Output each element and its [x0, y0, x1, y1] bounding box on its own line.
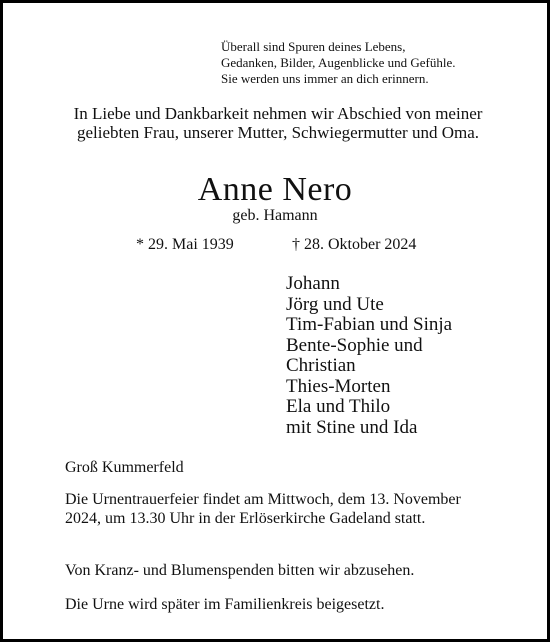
mourner-line: Bente-Sophie und [286, 334, 423, 356]
mourners-list [286, 274, 452, 438]
farewell-intro: In Liebe und Dankbarkeit nehmen wir Abschied von meiner geliebten Frau, unserer Mutter, Schwiegermutter und Oma. [73, 104, 483, 142]
poem-line: Sie werden uns immer an dich erinnern. [221, 71, 429, 86]
mourner-line: Christian [286, 355, 356, 376]
birth-date: * 29. Mai 1939 [136, 236, 234, 253]
ceremony-info: Die Urnentrauerfeier findet am Mittwoch, dem 13. November 2024, um 13.30 Uhr in der Erlöserkirche Gadeland statt. [65, 491, 461, 527]
birth-name: geb. Hamann [232, 207, 318, 224]
flower-request: Von Kranz- und Blumenspenden bitten wir abzusehen. [65, 562, 415, 579]
mourner-line: Tim-Fabian und Sinja [286, 314, 453, 335]
urn-burial-note: Die Urne wird später im Familienkreis beigesetzt. [65, 596, 385, 613]
mourner-line: Johann [286, 273, 340, 294]
mourner-line: Ela und Thilo [286, 396, 391, 417]
poem-line: Gedanken, Bilder, Augenblicke und Gefühle. [221, 55, 456, 70]
place-name: Groß Kummerfeld [65, 459, 184, 476]
mourner-line: Jörg und Ute [286, 293, 384, 315]
poem-line: Überall sind Spuren deines Lebens, [221, 39, 406, 54]
deceased-name: Anne Nero [197, 171, 353, 208]
mourner-line: mit Stine und Ida [286, 416, 418, 438]
death-date: † 28. Oktober 2024 [292, 236, 417, 253]
poem-verse [221, 39, 456, 87]
mourner-line: Thies-Morten [286, 375, 391, 397]
